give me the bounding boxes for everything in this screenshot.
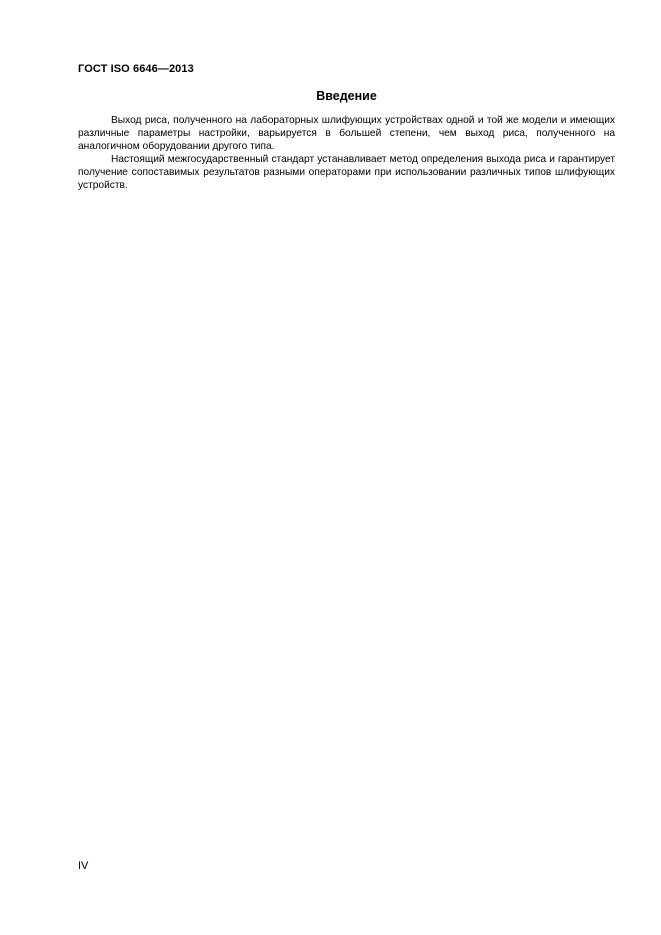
- section-title: Введение: [316, 89, 377, 103]
- introduction-body: [78, 114, 615, 193]
- paragraph: Выход риса, полученного на лабораторных шлифующих устройствах одной и той же модели и имеющих различные параметры настройки, варьируется в большей степени, чем выход риса, полученного на аналогичном оборудовании другого типа.: [78, 115, 615, 153]
- paragraph: Настоящий межгосударственный стандарт устанавливает метод определения выхода риса и гарантирует получение сопоставимых результатов разными операторами при использовании различных типов шлифующих устройств.: [78, 154, 615, 192]
- page-number: IV: [78, 860, 89, 872]
- standard-code-header: ГОСТ ISO 6646—2013: [78, 63, 194, 75]
